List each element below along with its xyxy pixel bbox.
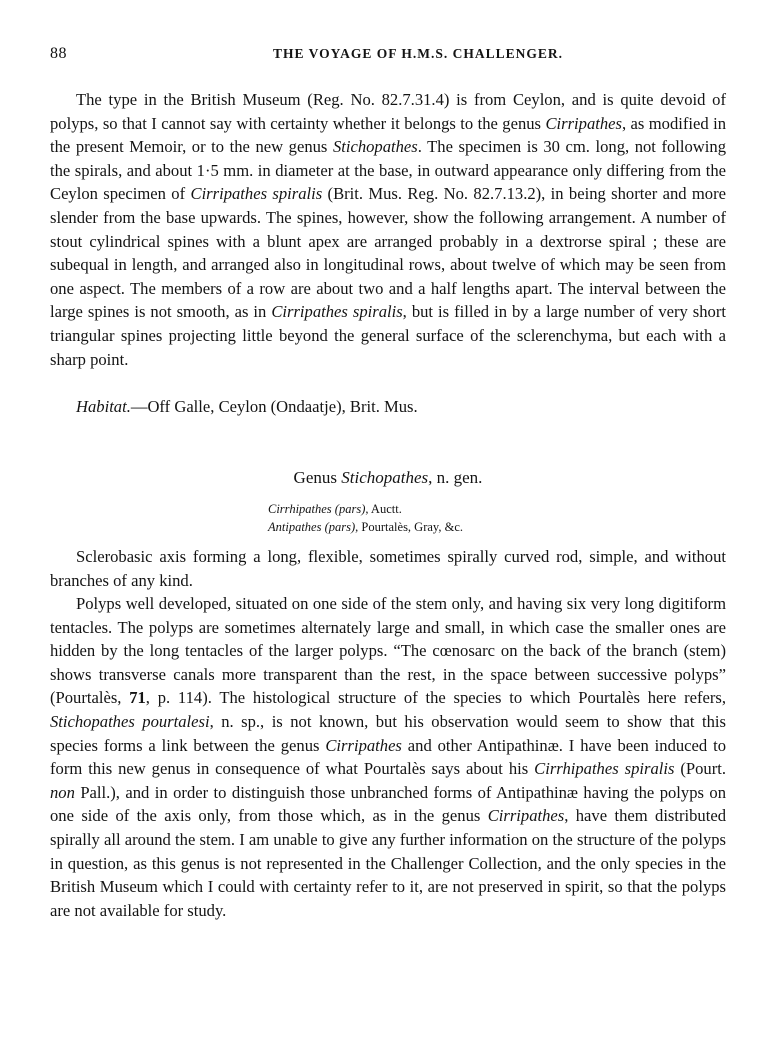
reference-number: 71 xyxy=(129,688,146,708)
text-run: The type in the British Museum (Reg. No. 82.7.31.4) is from Ceylon, and is quite devoid of polyps, so that I cannot say with certainty whether it belongs to the genus xyxy=(50,90,726,133)
genus-name: Stichopathes xyxy=(332,137,418,157)
text-run: , n. sp., is not known, but his observation would seem to show that this species forms a link between the genus xyxy=(50,711,726,755)
text-run: , but is filled in by a large number of very short triangular spines projecting little beyond the general surface of the sclerenchyma, but each with a sharp point. xyxy=(50,302,726,369)
genus-heading-suffix: , n. gen. xyxy=(428,468,483,487)
species-name: Cirripathes spiralis xyxy=(271,302,403,322)
non-word: non xyxy=(50,782,75,802)
synonym-line xyxy=(268,500,463,518)
text-run: . The specimen is 30 cm. long, not following the spirals, and about 1·5 mm. in diameter at the base, in outward appearance only differing from the Ceylon specimen of xyxy=(50,137,726,204)
synonym-genus: Antipathes xyxy=(268,520,322,534)
synonym-pars: (pars) xyxy=(324,520,356,534)
species-name: Stichopathes pourtalesi xyxy=(50,711,210,731)
paragraph-sclerobasic-axis xyxy=(50,545,726,592)
habitat-label: Habitat. xyxy=(76,397,131,416)
genus-heading-name: Stichopathes xyxy=(341,468,429,487)
species-name: Cirripathes spiralis xyxy=(190,184,323,204)
habitat-line xyxy=(76,395,418,419)
genus-name: Cirripathes xyxy=(545,113,622,133)
genus-heading xyxy=(0,468,776,488)
text-run: and other Antipathinæ. I have been induced to form this new genus in consequence of what Pourtalès says about his xyxy=(50,735,726,779)
synonym-authors: , Pourtalès, Gray, &c. xyxy=(355,520,463,534)
genus-heading-prefix: Genus xyxy=(293,468,342,487)
text-run: Pall.), and in order to distinguish those unbranched forms of Antipathinæ having the polyps on one side of the axis only, from those which, as in the genus xyxy=(50,782,726,826)
text-run: , p. 114). The histological structure of the species to which Pourtalès here refers, xyxy=(145,688,726,708)
running-title: THE VOYAGE OF H.M.S. CHALLENGER. xyxy=(272,46,564,61)
habitat-text: —Off Galle, Ceylon (Ondaatje), Brit. Mus. xyxy=(130,397,418,416)
page-number: 88 xyxy=(50,45,67,62)
species-name: Cirrhipathes spiralis xyxy=(534,759,675,779)
synonym-pars: (pars) xyxy=(334,502,366,516)
paragraph-type-specimen xyxy=(50,88,726,371)
paragraph-polyps xyxy=(50,592,726,922)
synonym-genus: Cirrhipathes xyxy=(268,502,332,516)
text-run: (Pourt. xyxy=(674,759,726,779)
genus-name: Cirripathes xyxy=(325,735,402,755)
synonym-line xyxy=(268,518,463,536)
page-header xyxy=(50,45,726,67)
genus-name: Cirripathes xyxy=(487,806,565,826)
text-run: , as modified in the present Memoir, or to the new genus xyxy=(50,113,726,157)
synonym-authors: , Auctt. xyxy=(365,502,402,516)
text-run: Polyps well developed, situated on one side of the stem only, and having six very long digitiform tentacles. The polyps are sometimes alternately large and small, in which case the smaller ones are hidden by the long tentacles of the larger polyps. “The cœnosarc on the back of the branch (stem) shows transverse canals more transparent than the rest, in the space between successive polyps” (Pourtalès, xyxy=(50,594,726,708)
synonymy-list xyxy=(268,500,463,536)
text-run: , have them distributed spirally all around the stem. I am unable to give any further information on the structure of the polyps in question, as this genus is not represented in the Challenger Collection, and the only species in the British Museum which I could with certainty refer to it, are not preserved in spirit, so that the polyps are not available for study. xyxy=(50,806,726,920)
paragraph-text: Sclerobasic axis forming a long, flexible, sometimes spirally curved rod, simple, and without branches of any kind. xyxy=(50,547,726,590)
text-run: (Brit. Mus. Reg. No. 82.7.13.2), in being shorter and more slender from the base upwards. The spines, however, show the following arrangement. A number of stout cylindrical spines with a blunt apex are arranged probably in a dextrorse spiral ; these are subequal in length, and arranged also in longitudinal rows, about twelve of which may be seen from one aspect. The members of a row are about two and a half lengths apart. The interval between the large spines is not smooth, as in xyxy=(50,184,726,322)
